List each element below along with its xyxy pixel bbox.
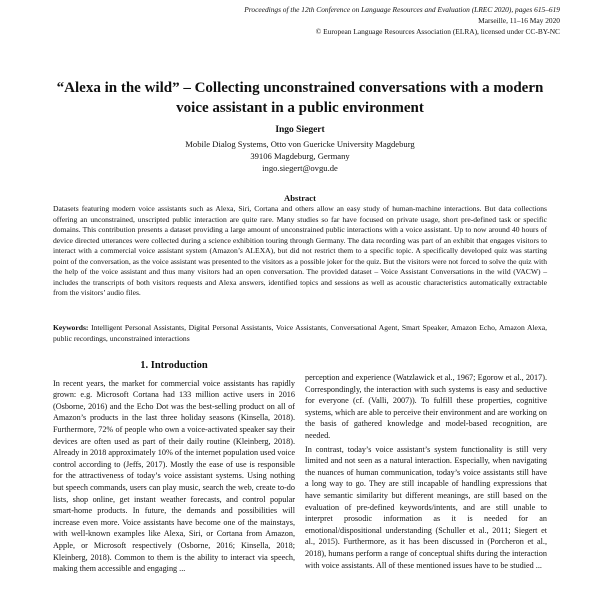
- intro-paragraph-2: perception and experience (Watzlawick et al., 1967; Egorow et al., 2017). Correspondingly, the interaction with such systems is easy and seductive for everyone (cf. (Valli, 2007)). To fulfill these properties, cognitive systems, which are able to perceive their environment and are working on the basis of gathered knowledge and model-based recognition, are needed.: [305, 373, 547, 440]
- keywords-label: Keywords:: [53, 323, 89, 332]
- keywords: [53, 323, 547, 344]
- author-block: [100, 124, 500, 174]
- left-column: [53, 360, 295, 577]
- abstract-body: Datasets featuring modern voice assistants such as Alexa, Siri, Cortana and others allow an easy study of human-machine interactions. But data collections offering an unconstrained, unscripted public interaction are quite rare. Many studies so far have focused on private usage, short pre-defined task or specific domains. This contribution presents a dataset providing a large amount of unconstrained public interactions with a voice assistant. Up to now around 40 hours of device directed utterances were collected during a science exhibition touring through Germany. The data recording was part of an exhibit that engages visitors to interact with a commercial voice assistant system (Amazon’s ALEXA), but did not restrict them to a specific topic. A specifically developed quiz was starting point of the conversation, as the voice assistant was presented to the visitors as a possible joker for the quiz. But the visitors were not forced to solve the quiz with the help of the voice assistant and thus many visitors had an open conversation. The provided dataset – Voice Assistant Conversations in the wild (VACW) – includes the transcripts of both visitors requests and Alexa answers, identified topics and sessions as well as acoustic characteristics automatically extractable from the visitors’ audio files.: [53, 204, 547, 297]
- intro-paragraph-3: In contrast, today’s voice assistant’s system functionality is still very limited and not seen as a natural interaction. Especially, when navigating the nuances of human communication, today’s voice assistants still have a long way to go. They are still incapable of handling expressions that have semantic similarity but different meanings, are still based on the evaluation of pre-defined keywords/intents, and are still unable to interpret prosodic information as it is needed for an emotional/dispositional understanding (Schuller et al., 2011; Siegert et al., 2015). Furthermore, as it has been discussed in (Porcheron et al., 2018), humans perform a range of conceptual shifts during the interaction with voice assistants. All of these mentioned issues have to be studied ...: [305, 444, 547, 570]
- paper-title: “Alexa in the wild” – Collecting unconstrained conversations with a modern voice assistant in a public environment: [56, 80, 544, 116]
- location-line: Marseille, 11–16 May 2020: [478, 16, 560, 25]
- section-heading-introduction: 1. Introduction: [140, 360, 208, 371]
- right-column: [305, 372, 547, 573]
- abstract-heading: Abstract: [284, 193, 316, 203]
- author-email: ingo.siegert@ovgu.de: [262, 163, 338, 173]
- intro-paragraph-1: In recent years, the market for commercial voice assistants has rapidly grown: e.g. Microsoft Cortana had 133 million active users in 2016 (Osborne, 2016) and the Echo Dot was the best-selling product on all of Amazon’s products in the last three holiday seasons (Kinsella, 2018). Furthermore, 72% of people who own a voice-activated speaker say their devices are often used as part of their daily routine (Kleinberg, 2018). Already in 2018 approximately 10% of the internet population used voice control according to (Jeffs, 2017). Mostly the ease of use is responsible for the attractiveness of today’s voice assistant systems. Using nothing but speech commands, users can play music, search the web, create to-do lists, shop online, get instant weather forecasts, and control popular smart-home products. In future, the demands and possibilities will increase even more. Voice assistants have become one of the mainstays, with well-known examples like Alexa, Siri, or Cortana from Amazon, Apple, or Microsoft respectively (Osborne, 2016; Kinsella, 2018; Kleinberg, 2018). Common to them is the ability to interact via speech, making them accessible and engaging ...: [53, 378, 295, 574]
- author-address: 39106 Magdeburg, Germany: [250, 151, 350, 161]
- proceedings-line: Proceedings of the 12th Conference on Language Resources and Evaluation (LREC 2020), pages 615–619: [244, 5, 560, 14]
- proceedings-header: [180, 4, 560, 37]
- license-line: © European Language Resources Association (ELRA), licensed under CC-BY-NC: [315, 27, 560, 36]
- author-affiliation: Mobile Dialog Systems, Otto von Guericke University Magdeburg: [185, 139, 415, 149]
- keywords-text: Intelligent Personal Assistants, Digital Personal Assistants, Voice Assistants, Conversational Agent, Smart Speaker, Amazon Echo, Amazon Alexa, public recordings, unconstrained interactions: [53, 323, 547, 343]
- author-name: Ingo Siegert: [275, 125, 325, 135]
